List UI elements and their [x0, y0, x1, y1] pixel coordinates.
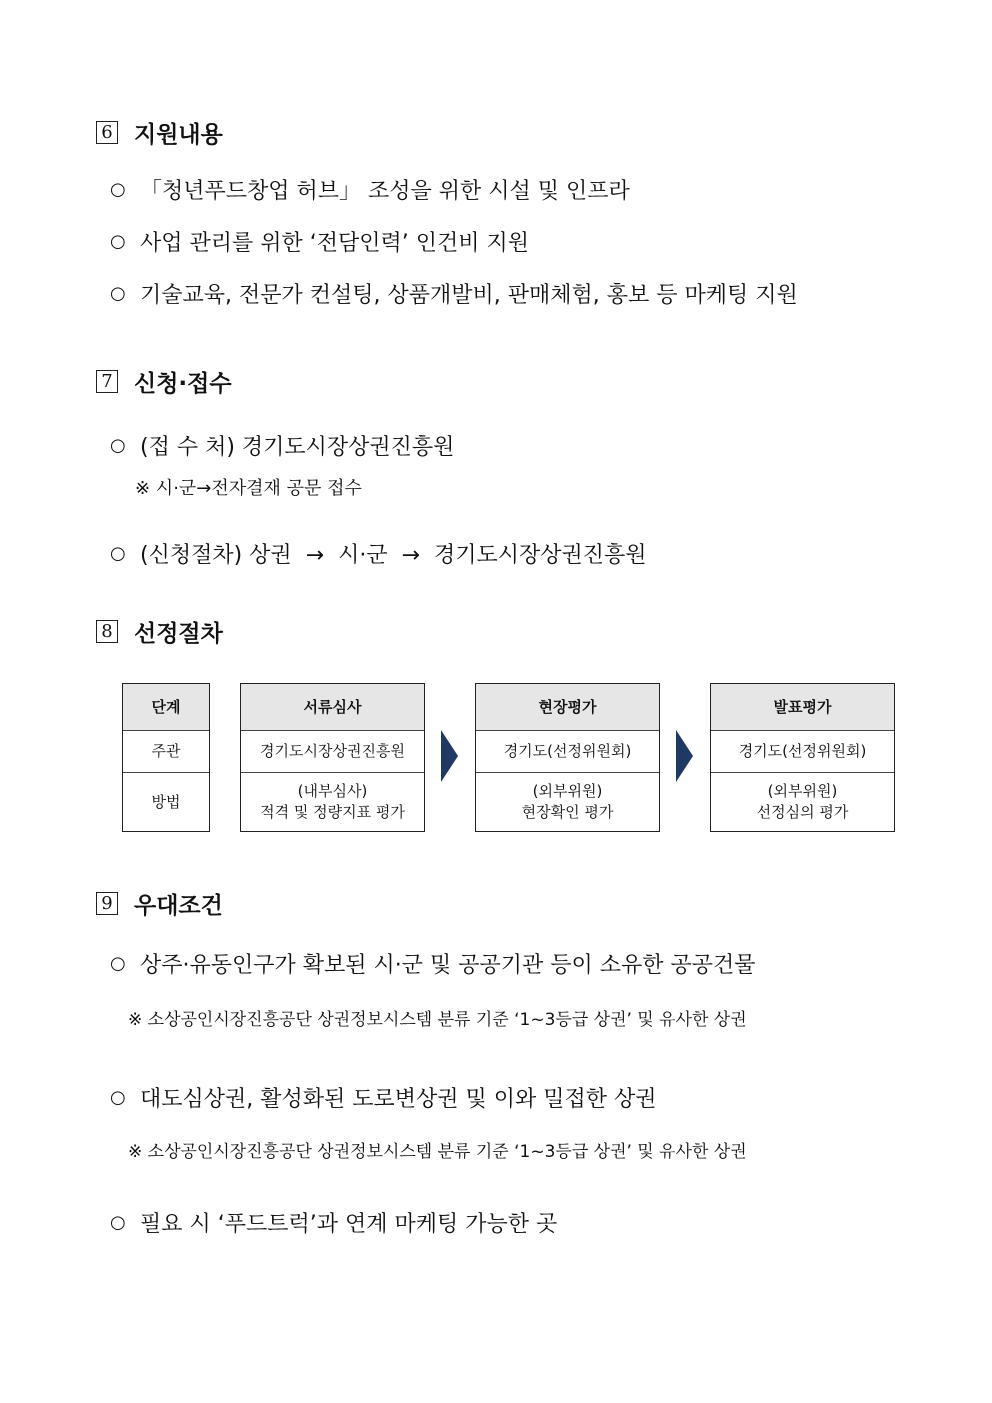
bullet-marker: ○: [110, 1087, 126, 1108]
support-text: 사업 관리를 위한 ‘전담인력’ 인건비 지원: [140, 231, 529, 256]
bullet-marker: ○: [110, 435, 126, 456]
section-title: 우대조건: [134, 892, 223, 919]
section-title: 지원내용: [134, 121, 223, 148]
stage-name: 발표평가: [711, 684, 894, 731]
section-6-header: [96, 116, 223, 148]
method-line-2: 적격 및 정량지표 평가: [260, 803, 405, 821]
stage-method: [476, 773, 659, 831]
section-number: 8: [96, 620, 118, 643]
stage-method: [711, 773, 894, 831]
preference-text: 필요 시 ‘푸드트럭’과 연계 마케팅 가능한 곳: [140, 1212, 558, 1237]
label-column: [122, 683, 210, 832]
preference-note-1: ※ 소상공인시장진흥공단 상권정보시스템 분류 기준 ‘1~3등급 상권’ 및 유사한 상권: [128, 1010, 747, 1030]
method-line-2: 현장확인 평가: [521, 803, 614, 821]
bullet-marker: ○: [110, 283, 126, 304]
preference-text: 대도심상권, 활성화된 도로변상권 및 이와 밀접한 상권: [140, 1087, 657, 1112]
bullet-marker: ○: [110, 179, 126, 200]
label-host: 주관: [123, 731, 209, 773]
apply-office-note: ※ 시·군→전자결재 공문 접수: [135, 478, 362, 499]
arrow-right-icon: [441, 730, 458, 782]
preference-note-2: ※ 소상공인시장진흥공단 상권정보시스템 분류 기준 ‘1~3등급 상권’ 및 유사한 상권: [128, 1142, 747, 1162]
bullet-marker: ○: [110, 1212, 126, 1233]
support-item-2: [110, 226, 529, 257]
section-number: 7: [96, 370, 118, 393]
preference-text: 상주·유동인구가 확보된 시·군 및 공공기관 등이 소유한 공공건물: [140, 953, 756, 978]
section-title: 신청·접수: [134, 370, 232, 397]
bullet-marker: ○: [110, 953, 126, 974]
arrow-right-icon: [676, 730, 693, 782]
section-number: 9: [96, 892, 118, 915]
label-stage: 단계: [123, 684, 209, 731]
preference-item-2: [110, 1082, 657, 1113]
stage-host: 경기도시장상권진흥원: [241, 731, 424, 773]
method-line-1: (외부위원): [532, 782, 603, 800]
stage-field-evaluation: [475, 683, 660, 832]
stage-name: 현장평가: [476, 684, 659, 731]
apply-office-text: (접 수 처) 경기도시장상권진흥원: [140, 435, 455, 460]
label-method: 방법: [151, 792, 181, 811]
bullet-marker: ○: [110, 543, 126, 564]
stage-document-review: [240, 683, 425, 832]
stage-host: 경기도(선정위원회): [711, 731, 894, 773]
bullet-marker: ○: [110, 231, 126, 252]
preference-item-1: [110, 948, 756, 979]
section-title: 선정절차: [134, 620, 223, 647]
method-line-1: (내부심사): [297, 782, 368, 800]
stage-presentation-evaluation: [710, 683, 895, 832]
support-text: 기술교육, 전문가 컨설팅, 상품개발비, 판매체험, 홍보 등 마케팅 지원: [140, 283, 798, 308]
preference-item-3: [110, 1207, 557, 1238]
apply-procedure-text: (신청절차) 상권 → 시·군 → 경기도시장상권진흥원: [140, 543, 647, 568]
support-text: 「청년푸드창업 허브」 조성을 위한 시설 및 인프라: [140, 179, 630, 204]
support-item-1: [110, 174, 630, 205]
apply-office: [110, 430, 454, 461]
apply-procedure: [110, 538, 647, 569]
section-7-header: [96, 365, 232, 397]
stage-name: 서류심사: [241, 684, 424, 731]
stage-method: [241, 773, 424, 831]
method-line-2: 선정심의 평가: [756, 803, 849, 821]
stage-host: 경기도(선정위원회): [476, 731, 659, 773]
support-item-3: [110, 278, 798, 309]
section-9-header: [96, 887, 223, 919]
section-number: 6: [96, 121, 118, 144]
method-line-1: (외부위원): [767, 782, 838, 800]
section-8-header: [96, 615, 223, 647]
